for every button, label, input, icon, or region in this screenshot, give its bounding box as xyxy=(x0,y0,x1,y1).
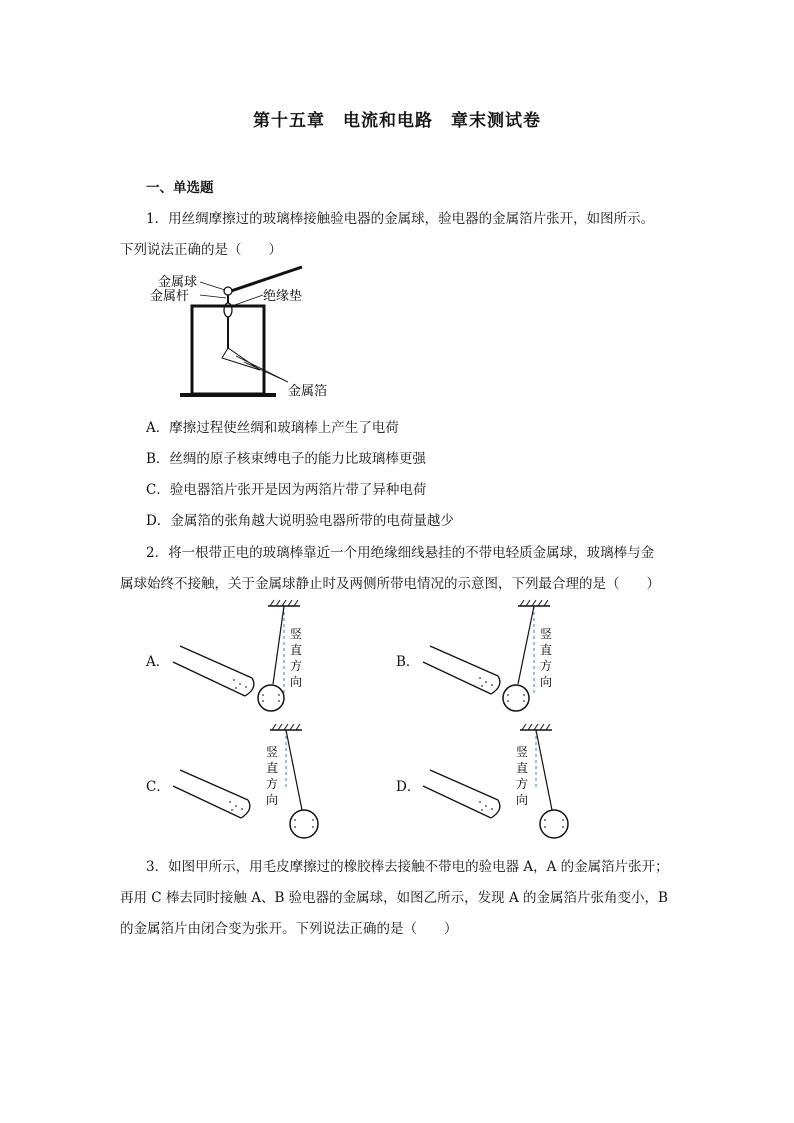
vertical-label-4: 向 xyxy=(290,675,303,689)
q1-stem-line2: 下列说法正确的是（ ） xyxy=(120,242,282,258)
section-heading: 一、单选题 xyxy=(146,180,214,196)
vertical-label-1: 竖 xyxy=(266,745,279,759)
label-metal-foil: 金属箔 xyxy=(288,384,328,399)
vertical-label-4: 向 xyxy=(540,675,553,689)
electroscope-figure xyxy=(140,262,380,412)
label-insulating-pad: 绝缘垫 xyxy=(263,289,303,304)
vertical-label-4: 向 xyxy=(266,793,279,807)
label-metal-ball: 金属球 xyxy=(158,275,198,290)
q1-stem-line1: 1．用丝绸摩擦过的玻璃棒接触验电器的金属球，验电器的金属箔片张开，如图所示。 xyxy=(146,211,655,227)
q2-figure-c xyxy=(170,720,330,850)
vertical-label-2: 直 xyxy=(516,761,529,775)
vertical-label-3: 方 xyxy=(516,777,529,791)
vertical-label-1: 竖 xyxy=(290,627,303,641)
q2-stem-line2: 属球始终不接触，关于金属球静止时及两侧所带电情况的示意图，下列最合理的是（ ） xyxy=(120,576,660,592)
q3-stem-line1: 3．如图甲所示，用毛皮摩擦过的橡胶棒去接触不带电的验电器 A，A 的金属箔片张开； xyxy=(146,859,669,875)
vertical-label-4: 向 xyxy=(516,793,529,807)
q1-option-a: A．摩擦过程使丝绸和玻璃棒上产生了电荷 xyxy=(146,420,399,436)
vertical-label-2: 直 xyxy=(290,643,303,657)
q1-option-b: B．丝绸的原子核束缚电子的能力比玻璃棒更强 xyxy=(146,451,426,467)
q2-option-d: D． xyxy=(396,779,421,795)
vertical-label-3: 方 xyxy=(540,659,553,673)
q3-stem-line3: 的金属箔片由闭合变为张开。下列说法正确的是（ ） xyxy=(120,921,458,937)
vertical-label-2: 直 xyxy=(540,643,553,657)
q3-stem-line2: 再用 C 棒去同时接触 A、B 验电器的金属球，如图乙所示，发现 A 的金属箔片张角变小，B xyxy=(120,890,668,906)
q2-option-b: B． xyxy=(396,654,420,670)
q2-figure-b xyxy=(420,596,570,726)
q1-option-d: D．金属箔的张角越大说明验电器所带的电荷量越少 xyxy=(146,513,454,529)
vertical-label-3: 方 xyxy=(290,659,303,673)
q2-option-c: C． xyxy=(146,779,170,795)
metal-ball xyxy=(224,287,232,295)
q2-option-a: A． xyxy=(146,654,170,670)
label-metal-rod: 金属杆 xyxy=(150,289,190,304)
q2-figure-a xyxy=(170,596,320,726)
q2-stem-line1: 2．将一根带正电的玻璃棒靠近一个用绝缘细线悬挂的不带电轻质金属球，玻璃棒与金 xyxy=(146,545,655,561)
vertical-label-3: 方 xyxy=(266,777,279,791)
vertical-label-2: 直 xyxy=(266,761,279,775)
q1-option-c: C．验电器箔片张开是因为两箔片带了异种电荷 xyxy=(146,482,427,498)
vertical-label-1: 竖 xyxy=(516,745,529,759)
page-title: 第十五章 电流和电路 章末测试卷 xyxy=(253,111,541,131)
vertical-label-1: 竖 xyxy=(540,627,553,641)
q2-figure-d xyxy=(420,720,580,850)
